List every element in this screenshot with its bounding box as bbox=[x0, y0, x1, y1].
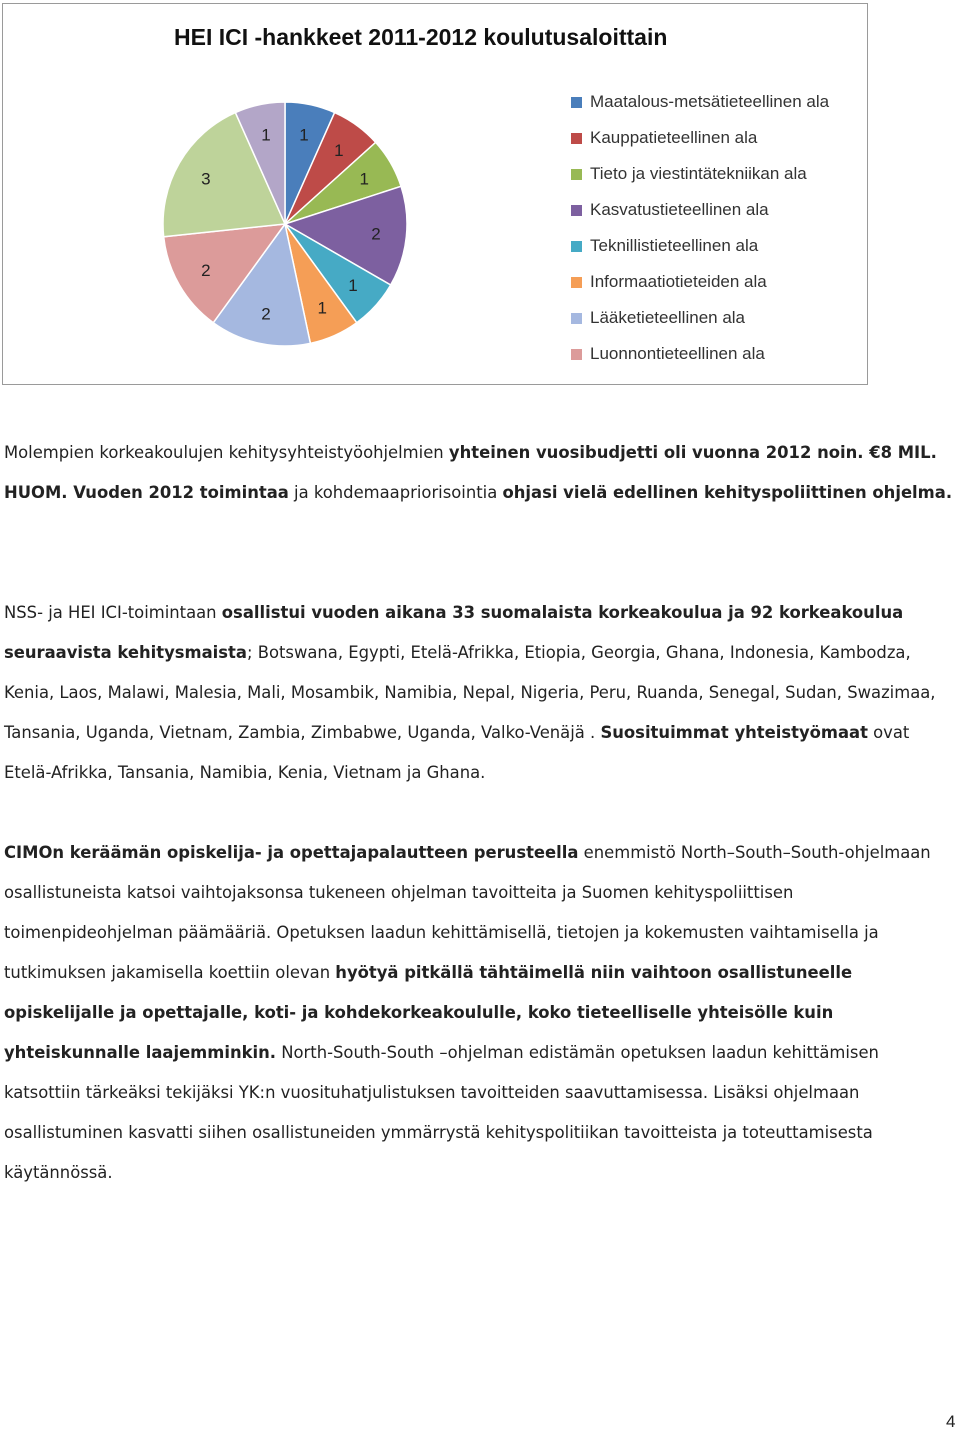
chart-title: HEI ICI -hankkeet 2011-2012 koulutusaloittain bbox=[174, 24, 668, 50]
text-run: hyötyä pitkällä tähtäimellä niin vaihtoon osallistuneelle opiskelijalle ja opettajalle, koti- ja kohdekorkeakoululle, koko tieteelliselle yhteisölle kuin yhteiskunnalle laajemminkin. bbox=[4, 963, 853, 1062]
legend-item bbox=[571, 156, 829, 192]
legend-swatch bbox=[571, 313, 582, 324]
legend-swatch bbox=[571, 277, 582, 288]
text-run: NSS- ja HEI ICI-toimintaan bbox=[4, 603, 222, 622]
slice-value-label: 1 bbox=[348, 276, 358, 296]
slice-value-label: 2 bbox=[371, 224, 381, 244]
text-run: North-South-South –ohjelman edistämän opetuksen laadun kehittämisen katsottiin tärkeäksi tekijäksi YK:n vuosituhatjulistuksen tavoitteiden saavuttamisessa. Lisäksi ohjelmaan osallistuminen kasvatti siihen osallistuneiden ymmärrystä kehityspolitiikan tavoitteista ja toteuttamisesta käytännössä. bbox=[4, 1043, 879, 1182]
slice-value-label: 1 bbox=[317, 298, 327, 318]
legend-label: Maatalous-metsätieteellinen ala bbox=[590, 92, 830, 111]
legend-swatch bbox=[571, 97, 582, 108]
legend-item bbox=[571, 84, 829, 120]
text-run: osallistui vuoden aikana 33 suomalaista korkeakoulua ja 92 korkeakoulua seuraavista kehitysmaista bbox=[4, 603, 904, 662]
slice-value-label: 1 bbox=[261, 125, 271, 145]
text-run: CIMOn keräämän opiskelija- ja opettajapalautteen perusteella bbox=[4, 843, 579, 862]
legend-item bbox=[571, 192, 829, 228]
text-run: ; Botswana, Egypti, Etelä-Afrikka, Etiopia, Georgia, Ghana, Indonesia, Kambodza, Kenia, Laos, Malawi, Malesia, Mali, Mosambik, Namibia, Nepal, Nigeria, Peru, Ruanda, Senegal, Sudan, Swazimaa, Tansania, Uganda, Vietnam, Zambia, Zimbabwe, Uganda, Valko-Venäjä . bbox=[4, 643, 936, 742]
slice-value-label: 2 bbox=[261, 304, 271, 324]
text-run: ovat Etelä-Afrikka, Tansania, Namibia, Kenia, Vietnam ja Ghana. bbox=[4, 723, 910, 782]
paragraph-participants bbox=[4, 593, 956, 793]
legend-label: Teknillistieteellinen ala bbox=[590, 236, 759, 255]
legend-item bbox=[571, 228, 829, 264]
legend-item bbox=[571, 300, 829, 336]
pie-chart bbox=[2, 3, 868, 385]
legend-label: Tieto ja viestintätekniikan ala bbox=[590, 164, 807, 183]
slice-value-label: 1 bbox=[359, 169, 369, 189]
text-run: ohjasi vielä edellinen kehityspoliittinen ohjelma. bbox=[502, 482, 953, 502]
text-run: Molempien korkeakoulujen kehitysyhteistyöohjelmien bbox=[4, 443, 449, 462]
legend-item bbox=[571, 264, 829, 300]
slice-value-label: 1 bbox=[334, 141, 344, 160]
text-run: ja kohdemaapriorisointia bbox=[288, 482, 503, 502]
paragraph-budget bbox=[4, 433, 956, 512]
legend-swatch bbox=[571, 349, 582, 360]
paragraph-feedback bbox=[4, 833, 956, 1193]
text-run: yhteinen vuosibudjetti oli vuonna 2012 noin. €8 MIL. HUOM. Vuoden 2012 toimintaa bbox=[4, 443, 937, 502]
legend-label: Kauppatieteellinen ala bbox=[590, 128, 758, 147]
slice-value-label: 3 bbox=[201, 169, 211, 189]
legend-item bbox=[571, 120, 829, 156]
legend-swatch bbox=[571, 241, 582, 252]
legend-label: Kasvatustieteellinen ala bbox=[590, 200, 769, 219]
legend-swatch bbox=[571, 205, 582, 216]
legend-item bbox=[571, 336, 829, 372]
chart-legend bbox=[571, 84, 829, 372]
slice-value-label: 1 bbox=[299, 125, 309, 145]
legend-swatch bbox=[571, 169, 582, 180]
text-run: enemmistö North–South–South-ohjelmaan osallistuneista katsoi vaihtojaksonsa tukeneen ohjelman tavoitteita ja Suomen kehityspoliittisen toimenpideohjelman päämääriä. Opetuksen laadun kehittämisellä, tietojen ja kokemusten vaihtamisella ja tutkimuksen jakamisella koettiin olevan bbox=[4, 843, 931, 982]
legend-swatch bbox=[571, 133, 582, 144]
page-number: 4 bbox=[946, 1412, 956, 1431]
slice-value-label: 2 bbox=[201, 260, 211, 280]
legend-label: Lääketieteellinen ala bbox=[590, 308, 746, 327]
text-run: Suosituimmat yhteistyömaat bbox=[600, 723, 868, 742]
legend-label: Informaatiotieteiden ala bbox=[590, 272, 767, 291]
legend-label: Luonnontieteellinen ala bbox=[590, 344, 765, 363]
